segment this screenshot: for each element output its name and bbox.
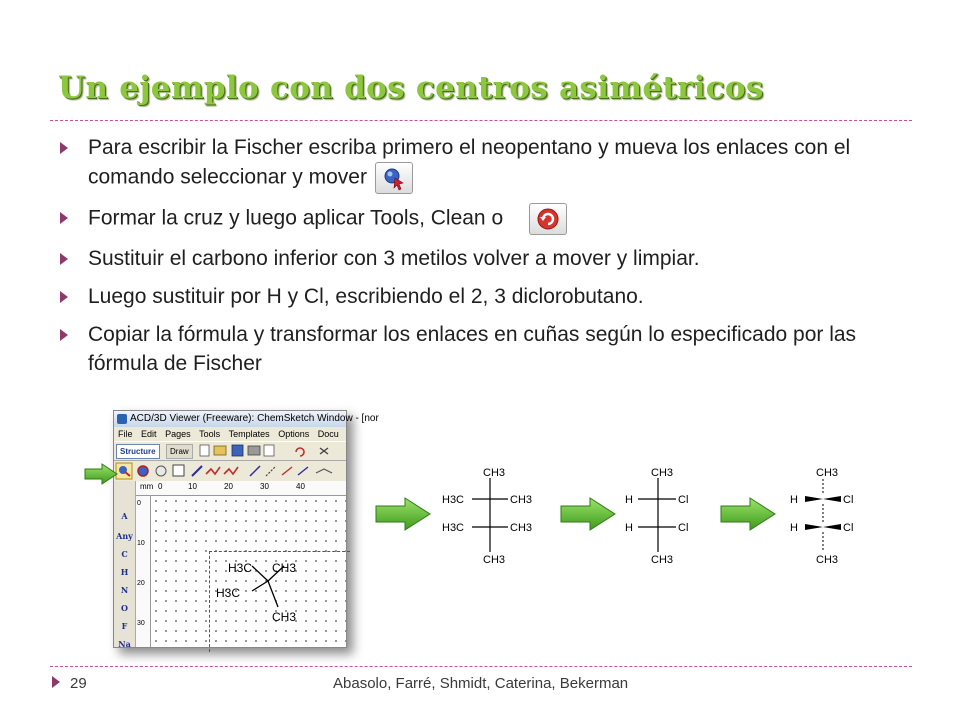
menu-documents: Docu xyxy=(317,429,339,439)
menu-templates: Templates xyxy=(228,429,270,439)
s1-right2: CH3 xyxy=(510,522,533,534)
chemsketch-screenshot xyxy=(113,410,379,649)
menu-pages: Pages xyxy=(165,429,191,439)
ruler-v-tick: 0 xyxy=(137,500,141,507)
mol-h3c-left: H3C xyxy=(216,586,241,600)
tab-structure: Structure xyxy=(116,444,160,459)
fischer-structure-hcl xyxy=(620,462,710,567)
menu-tools: Tools xyxy=(199,429,221,439)
s3-right1: Cl xyxy=(843,494,854,506)
bullet-arrow-icon xyxy=(60,291,68,303)
atom-a: A xyxy=(121,511,128,521)
screenshot-window-title: ACD/3D Viewer (Freeware): ChemSketch Window - [nor xyxy=(130,413,379,424)
s2-bottom: CH3 xyxy=(651,554,674,566)
bullet-item xyxy=(60,282,920,311)
s1-top: CH3 xyxy=(483,467,506,479)
atom-n: N xyxy=(120,585,129,595)
bullet-arrow-icon xyxy=(60,329,68,341)
footer-authors: Abasolo, Farré, Shmidt, Caterina, Bekerman xyxy=(333,675,629,692)
select-move-icon xyxy=(375,162,413,194)
process-arrow-icon xyxy=(375,497,431,531)
atom-any: Any xyxy=(116,531,133,541)
bullet-text: Luego sustituir por H y Cl, escribiendo el 2, 3 diclorobutano. xyxy=(88,285,644,308)
ruler-v-tick: 30 xyxy=(137,620,145,627)
top-divider xyxy=(50,120,912,121)
bullet-arrow-icon xyxy=(60,142,68,154)
s2-right1: Cl xyxy=(678,494,689,506)
fischer-structure-methyl xyxy=(430,462,550,567)
s2-left1: H xyxy=(625,494,633,506)
s3-bottom: CH3 xyxy=(816,554,839,566)
menu-edit: Edit xyxy=(141,429,157,439)
slide-title: Un ejemplo con dos centros asimétricos xyxy=(58,70,764,106)
s2-top: CH3 xyxy=(651,467,674,479)
bullet-item xyxy=(60,244,920,273)
atom-na: Na xyxy=(118,639,131,649)
ruler-h-tick: 40 xyxy=(296,482,305,491)
ruler-h-tick: 10 xyxy=(188,482,197,491)
s3-top: CH3 xyxy=(816,467,839,479)
footer-arrow-icon xyxy=(52,676,60,688)
bullet-text: Sustituir el carbono inferior con 3 metilos volver a mover y limpiar. xyxy=(88,247,700,270)
wedge-structure xyxy=(785,462,875,567)
bullet-item xyxy=(60,203,920,235)
s1-right1: CH3 xyxy=(510,494,533,506)
ruler-h-tick: 20 xyxy=(224,482,233,491)
pointer-arrow-icon xyxy=(84,463,118,485)
page-number: 29 xyxy=(70,675,87,692)
s2-right2: Cl xyxy=(678,522,689,534)
s3-left1: H xyxy=(790,494,798,506)
bullet-item xyxy=(60,320,920,378)
clean-refresh-icon xyxy=(529,203,567,235)
atom-c: C xyxy=(121,549,128,559)
atom-o: O xyxy=(121,603,128,613)
neopentane-molecule xyxy=(114,411,346,647)
bullet-arrow-icon xyxy=(60,212,68,224)
ruler-h-tick: 30 xyxy=(260,482,269,491)
mol-ch3-top: CH3 xyxy=(272,561,297,575)
mol-h3c-top: H3C xyxy=(228,561,253,575)
bullet-text: Formar la cruz y luego aplicar Tools, Clean o xyxy=(88,206,504,230)
bottom-divider xyxy=(50,666,912,667)
s1-left2: H3C xyxy=(442,522,465,534)
ruler-v-tick: 20 xyxy=(137,580,145,587)
ruler-h-tick: 0 xyxy=(158,482,163,491)
bullet-text: Para escribir la Fischer escriba primero el neopentano y mueva los enlaces con el comando seleccionar y mover xyxy=(88,136,851,189)
menu-options: Options xyxy=(278,429,310,439)
process-arrow-icon xyxy=(560,497,616,531)
bullet-list xyxy=(60,133,920,387)
s3-right2: Cl xyxy=(843,522,854,534)
s3-left2: H xyxy=(790,522,798,534)
s2-left2: H xyxy=(625,522,633,534)
ruler-v-tick: 10 xyxy=(137,540,145,547)
bullet-item xyxy=(60,133,920,194)
atom-h: H xyxy=(120,567,129,577)
menu-file: File xyxy=(118,429,133,439)
s1-bottom: CH3 xyxy=(483,554,506,566)
s1-left1: H3C xyxy=(442,494,465,506)
bullet-text: Copiar la fórmula y transformar los enlaces en cuñas según lo especificado por las fórmula de Fischer xyxy=(88,323,857,375)
mol-ch3-bottom: CH3 xyxy=(272,610,297,624)
process-arrow-icon xyxy=(720,497,776,531)
tab-draw: Draw xyxy=(166,444,193,459)
atom-f: F xyxy=(121,621,128,631)
ruler-unit: mm xyxy=(140,482,154,491)
bullet-arrow-icon xyxy=(60,253,68,265)
